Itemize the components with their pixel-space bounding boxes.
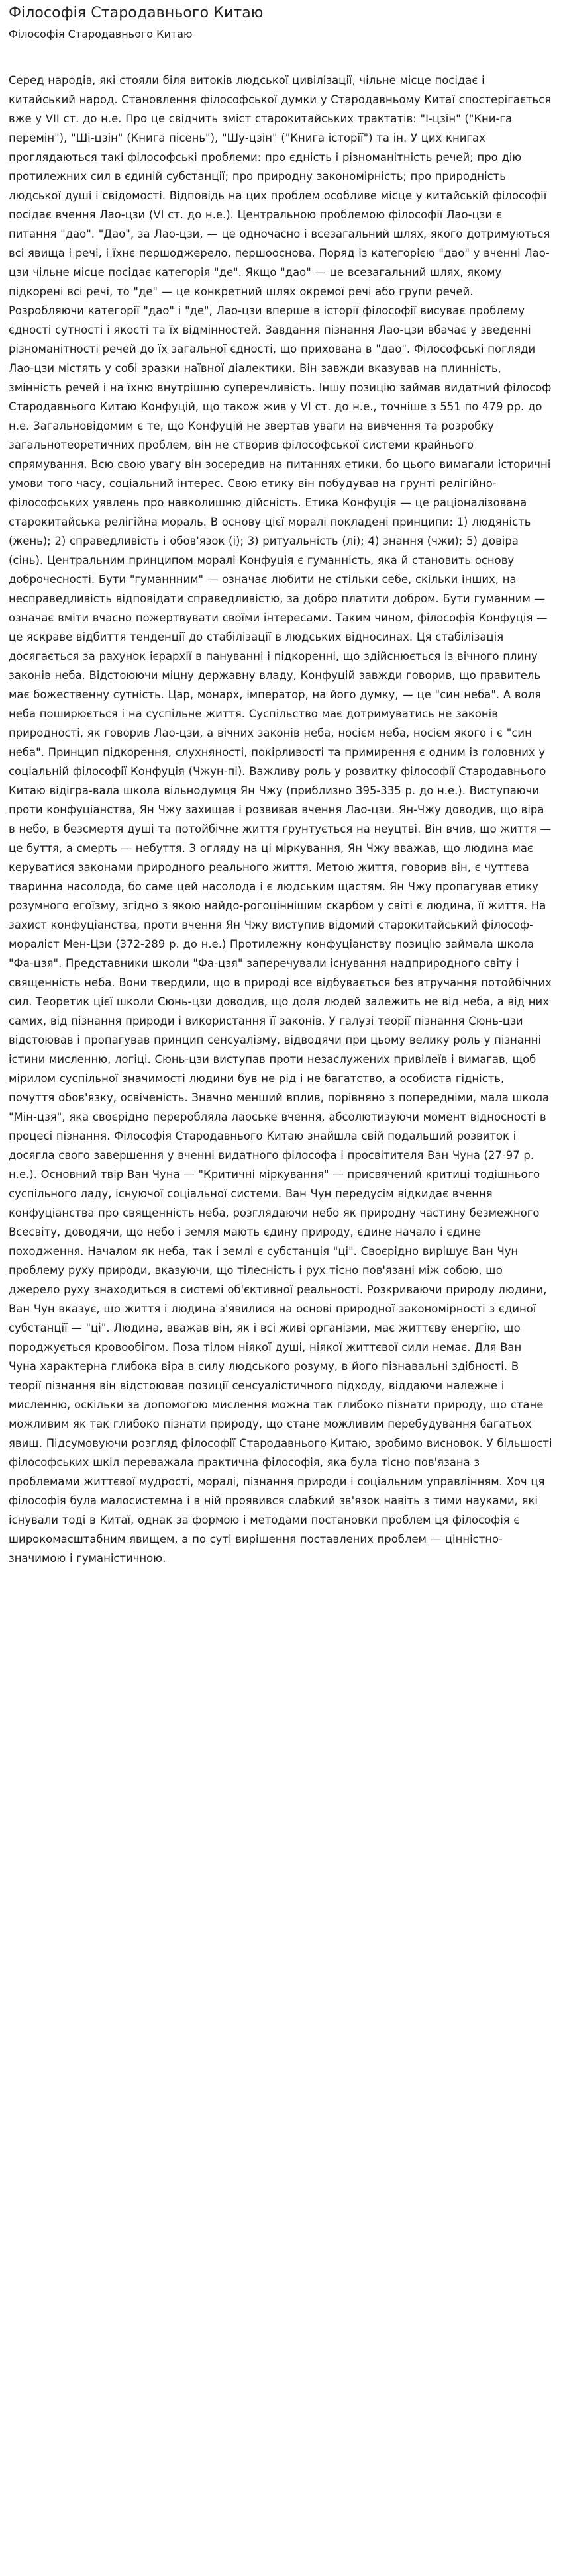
article-paragraph: Серед народів, які стояли біля витоків людської цивілізації, чільне місце посідає і китайський народ. Становлення філософської думки у Стародавньому Китаї спостерігається вже у VII ст. до н.е. Про це свідчить зміст старокитайських трактатів: "І-цзін" ("Кни-га перемін"), "Ші-цзін" (Книга пісень"), "Шу-цзін" ("Книга історії") та ін. У цих книгах проглядаються такі філософські проблеми: про єдність і різноманітність речей; про дію протилежних сил в єдиній субстанції; про природну закономірність; про природність людської душі і свідомості. Відповідь на цих проблем особливе місце у китайській філософії посідає вчення Лао-цзи (VI ст. до н.е.). Центральною проблемою філософії Лао-цзи є питання "дао". "Дао", за Лао-цзи, — це одночасно і всезагальний шлях, якого дотримуються всі явища і речі, і їхнє першоджерело, першооснова. Поряд із категорією "дао" у вченні Лао-цзи чільне місце посідає категорія "де". Якщо "дао" — це всезагальний шлях, якому підкорені всі речі, то "де" — це конкретний шлях окремої речі або групи речей. Розробляючи категорії "дао" і "де", Лао-цзи вперше в історії філософії висуває проблему єдності сутності і якості та їх відмінностей. Завдання пізнання Лао-цзи вбачає у зведенні різноманітності речей до їх загальної єдності, що прихована в "дао". Філософські погляди Лао-цзи містять у собі зразки наївної діалектики. Він завжди вказував на плинність, змінність речей і на їхню внутрішню суперечливість. Іншу позицію займав видатний філософ Стародавнього Китаю Конфуцій, що також жив у VI ст. до н.е., точніше з 551 по 479 рр. до н.е. Загальновідомим є те, що Конфуцій не звертав уваги на вивчення та розробку загальнотеоретичних проблем, він не створив філософської системи крайнього спрямування. Всю свою увагу він зосередив на питаннях етики, бо цього вимагали історичні умови того часу, соціальний інтерес. Свою етику він побудував на грунті релігійно-філософських уявлень про навколишню дійсність. Етика Конфуція — це раціоналізована старокитайська релігійна мораль. В основу цієї моралі покладені принципи: 1) людяність (жень); 2) справедливість і обов'язок (і); 3) ритуальність (лі); 4) знання (чжи); 5) довіра (сінь). Центральним принципом моралі Конфуція є гуманність, яка й становить основу доброчесності. Бути "гуманнним" — означає любити не стільки себе, скільки інших, на несправедливість відповідати справедливістю, за добро платити добром. Бути гуманним — означає вміти вчасно пожертвувати своїми інтересами. Таким чином, філософія Конфуція — це яскраве відбиття тенденції до стабілізації в людських відносинах. Ця стабілізація досягається за рахунок ієрархії в пануванні і підкоренні, що здійснюється із вічного плину законів неба. Відстоюючи міцну державну владу, Конфуцій завжди говорив, що правитель має божественну сутність. Цар, монарх, імператор, на його думку, — це "син неба". А воля неба поширюється і на суспільне життя. Суспільство має дотримуватись не законів природності, як говорив Лао-цзи, а вічних законів неба, носієм неба, носієм якого і є "син неба". Принцип підкорення, слухняності, покірливості та примирення є одним із головних у соціальній філософії Конфуція (Чжун-пі). Важливу роль у розвитку філософії Стародавнього Китаю відігра-вала школа вільнодумця Ян Чжу (приблизно 395-335 р. до н.е.). Виступаючи проти конфуціанства, Ян Чжу захищав і розвивав вчення Лао-цзи. Ян-Чжу доводив, що віра в небо, в безсмертя душі та потойбічне життя ґрунтується на неуцтві. Він вчив, що життя — це буття, а смерть — небуття. З огляду на ці міркування, Ян Чжу вважав, що людина має керуватися законами природного реального життя. Метою життя, говорив він, є чуттєва тваринна насолода, бо саме цей насолода і є людським щастям. Ян Чжу пропагував етику розумного егоїзму, згідно з якою найдо-рогоціннішим скарбом у світі є людина, її життя. На захист конфуціанства, проти вчення Ян Чжу виступив відомий старокитайський філософ-мораліст Мен-Цзи (372-289 р. до н.е.) Протилежну конфуціанству позицію займала школа "Фа-цзя". Представники школи "Фа-цзя" заперечували існування надприродного світу і священність неба. Вони твердили, що в природі все відбувається без втручання потойбічних сил. Теоретик цієї школи Сюнь-цзи доводив, що доля людей залежить не від неба, а від них самих, від пізнання природи і використання її законів. У галузі теорії пізнання Сюнь-цзи відстоював і пропагував принцип сенсуалізму, відводячи при цьому велику роль у пізнанні істини мисленню, логіці. Сюнь-цзи виступав проти незаслужених привілеїв і вимагав, щоб мірилом суспільної значимості людини був не рід і не багатство, а особиста гідність, почуття обов'язку, освіченість. Значно менший вплив, порівняно з попередніми, мала школа "Мін-цзя", яка своєрідно переробляла лаоське вчення, абсолютизуючи момент відносності в процесі пізнання. Філософія Стародавнього Китаю знайшла свій подальший розвиток і досягла свого завершення у вченні видатного філософа і просвітителя Ван Чуна (27-97 р. н.е.). Основний твір Ван Чуна — "Критичні міркування" — присвячений критиці тодішнього суспільного ладу, існуючої соціальної системи. Ван Чун передусім відкидає вчення конфуціанства про священність неба, розглядаючи небо як природну частину безмежного Всесвіту, доводячи, що небо і земля мають єдину природу, єдине начало і єдине походження. Началом як неба, так і землі є субстанція "ці". Своєрідно вирішує Ван Чун проблему руху природи, вказуючи, що тілесність і рух тісно пов'язані між собою, що джерело руху знаходиться в системі об'єктивної реальності. Розкриваючи природу людини, Ван Чун вказує, що життя і людина з'явилися на основі природної закономірності з єдиної субстанції — "ці". Людина, вважав він, як і всі живі організми, має життєву енергію, що породжується кровообігом. Поза тілом ніякої душі, ніякої життєвої сили немає. Для Ван Чуна характерна глибока віра в силу людського розуму, в його пізнавальні здібності. В теорії пізнання він відстоював позиції сенсуалістичного підходу, віддаючи належне і мисленню, оскільки за допомогою мислення можна так глибоко пізнати природу, що стане можливим як так глибоко пізнати природу, що стане можливим перебудування багатьох явищ. Підсумовуючи розгляд філософії Стародавнього Китаю, зробимо висновок. У більшості філософських шкіл переважала практична філософія, яка була тісно пов'язана з проблемами життєвої мудрості, моралі, пізнання природи і соціальним управлінням. Хоч ця філософія була малосистемна і в ній проявився слабкий зв'язок навіть з тими науками, які існували тоді в Китаї, однак за формою і методами постановки проблем ця філософія є широкомасштабним явищем, а по суті вирішення поставлених проблем — цінністно-значимою і гуманістичною. <box>9 74 552 1565</box>
article-body <box>9 71 552 1568</box>
page-subtitle: Філософія Стародавнього Китаю <box>9 28 193 40</box>
page-title: Філософія Стародавнього Китаю <box>9 5 264 21</box>
